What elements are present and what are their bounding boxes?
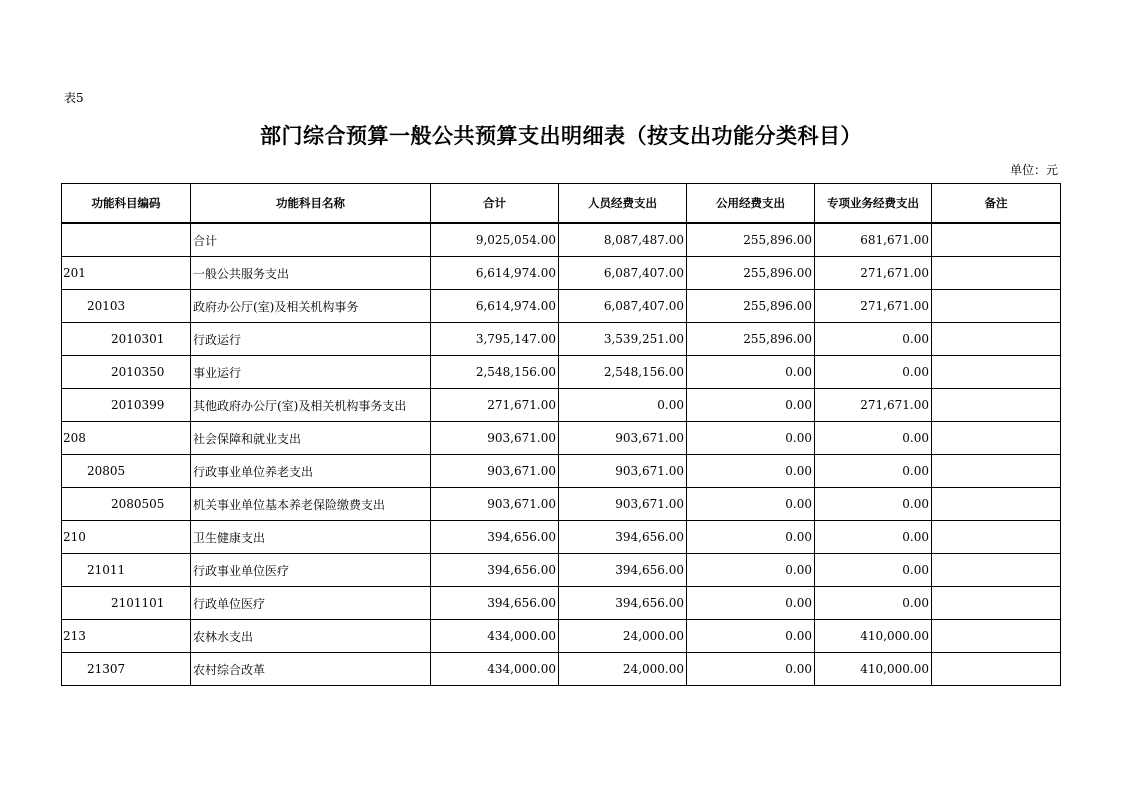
cell-special: 0.00 xyxy=(815,521,932,554)
cell-remark xyxy=(932,356,1061,389)
table-row xyxy=(62,290,1061,323)
cell-name: 事业运行 xyxy=(191,356,431,389)
cell-name: 社会保障和就业支出 xyxy=(191,422,431,455)
cell-total: 434,000.00 xyxy=(431,653,559,686)
cell-public: 255,896.00 xyxy=(687,323,815,356)
cell-special: 271,671.00 xyxy=(815,290,932,323)
table-body xyxy=(62,223,1061,686)
cell-name: 机关事业单位基本养老保险缴费支出 xyxy=(191,488,431,521)
cell-special: 0.00 xyxy=(815,587,932,620)
cell-name: 行政运行 xyxy=(191,323,431,356)
table-row xyxy=(62,356,1061,389)
cell-public: 0.00 xyxy=(687,554,815,587)
column-header-special: 专项业务经费支出 xyxy=(815,184,932,224)
cell-public: 255,896.00 xyxy=(687,290,815,323)
table-row xyxy=(62,521,1061,554)
cell-name: 卫生健康支出 xyxy=(191,521,431,554)
cell-total: 2,548,156.00 xyxy=(431,356,559,389)
cell-special: 0.00 xyxy=(815,323,932,356)
cell-public: 0.00 xyxy=(687,620,815,653)
cell-code: 2080505 xyxy=(62,488,191,521)
unit-label: 单位：元 xyxy=(1009,163,1058,177)
table-row xyxy=(62,587,1061,620)
cell-public: 0.00 xyxy=(687,455,815,488)
cell-name: 行政事业单位医疗 xyxy=(191,554,431,587)
cell-total: 3,795,147.00 xyxy=(431,323,559,356)
cell-personnel: 8,087,487.00 xyxy=(559,223,687,257)
cell-personnel: 903,671.00 xyxy=(559,455,687,488)
table-row xyxy=(62,389,1061,422)
cell-special: 410,000.00 xyxy=(815,620,932,653)
table-row xyxy=(62,653,1061,686)
cell-personnel: 394,656.00 xyxy=(559,587,687,620)
cell-remark xyxy=(932,653,1061,686)
cell-public: 0.00 xyxy=(687,422,815,455)
cell-code: 2101101 xyxy=(62,587,191,620)
cell-total: 394,656.00 xyxy=(431,521,559,554)
cell-public: 0.00 xyxy=(687,587,815,620)
cell-personnel: 903,671.00 xyxy=(559,422,687,455)
cell-code: 201 xyxy=(62,257,191,290)
cell-name: 一般公共服务支出 xyxy=(191,257,431,290)
column-header-personnel: 人员经费支出 xyxy=(559,184,687,224)
table-row xyxy=(62,422,1061,455)
cell-personnel: 3,539,251.00 xyxy=(559,323,687,356)
cell-code: 208 xyxy=(62,422,191,455)
cell-name: 合计 xyxy=(191,223,431,257)
cell-total: 271,671.00 xyxy=(431,389,559,422)
cell-personnel: 903,671.00 xyxy=(559,488,687,521)
cell-personnel: 24,000.00 xyxy=(559,620,687,653)
cell-code: 20805 xyxy=(62,455,191,488)
cell-remark xyxy=(932,521,1061,554)
cell-personnel: 2,548,156.00 xyxy=(559,356,687,389)
cell-total: 903,671.00 xyxy=(431,455,559,488)
cell-personnel: 6,087,407.00 xyxy=(559,290,687,323)
table-row xyxy=(62,488,1061,521)
cell-public: 0.00 xyxy=(687,389,815,422)
cell-remark xyxy=(932,554,1061,587)
cell-name: 政府办公厅(室)及相关机构事务 xyxy=(191,290,431,323)
cell-remark xyxy=(932,223,1061,257)
cell-name: 其他政府办公厅(室)及相关机构事务支出 xyxy=(191,389,431,422)
cell-remark xyxy=(932,455,1061,488)
table-row xyxy=(62,323,1061,356)
table-row xyxy=(62,223,1061,257)
cell-code: 210 xyxy=(62,521,191,554)
cell-public: 0.00 xyxy=(687,356,815,389)
cell-personnel: 24,000.00 xyxy=(559,653,687,686)
cell-code: 21011 xyxy=(62,554,191,587)
cell-code: 20103 xyxy=(62,290,191,323)
cell-total: 6,614,974.00 xyxy=(431,290,559,323)
cell-code xyxy=(62,223,191,257)
table-row xyxy=(62,257,1061,290)
column-header-name: 功能科目名称 xyxy=(191,184,431,224)
column-header-total: 合计 xyxy=(431,184,559,224)
cell-special: 681,671.00 xyxy=(815,223,932,257)
cell-remark xyxy=(932,587,1061,620)
cell-special: 271,671.00 xyxy=(815,389,932,422)
cell-code: 21307 xyxy=(62,653,191,686)
cell-public: 255,896.00 xyxy=(687,257,815,290)
cell-total: 903,671.00 xyxy=(431,422,559,455)
cell-special: 0.00 xyxy=(815,422,932,455)
cell-personnel: 394,656.00 xyxy=(559,554,687,587)
cell-public: 0.00 xyxy=(687,488,815,521)
cell-code: 2010301 xyxy=(62,323,191,356)
cell-personnel: 0.00 xyxy=(559,389,687,422)
cell-total: 394,656.00 xyxy=(431,554,559,587)
table-row xyxy=(62,620,1061,653)
cell-public: 0.00 xyxy=(687,653,815,686)
cell-name: 农村综合改革 xyxy=(191,653,431,686)
cell-personnel: 394,656.00 xyxy=(559,521,687,554)
budget-table xyxy=(61,183,1061,686)
cell-special: 271,671.00 xyxy=(815,257,932,290)
cell-public: 255,896.00 xyxy=(687,223,815,257)
cell-remark xyxy=(932,422,1061,455)
cell-public: 0.00 xyxy=(687,521,815,554)
cell-total: 434,000.00 xyxy=(431,620,559,653)
cell-remark xyxy=(932,620,1061,653)
cell-remark xyxy=(932,290,1061,323)
cell-total: 903,671.00 xyxy=(431,488,559,521)
cell-total: 394,656.00 xyxy=(431,587,559,620)
cell-code: 2010399 xyxy=(62,389,191,422)
table-number: 表5 xyxy=(64,91,84,105)
column-header-code: 功能科目编码 xyxy=(62,184,191,224)
cell-remark xyxy=(932,257,1061,290)
table-row xyxy=(62,554,1061,587)
cell-code: 213 xyxy=(62,620,191,653)
table-row xyxy=(62,455,1061,488)
cell-code: 2010350 xyxy=(62,356,191,389)
cell-total: 9,025,054.00 xyxy=(431,223,559,257)
column-header-remark: 备注 xyxy=(932,184,1061,224)
cell-special: 0.00 xyxy=(815,356,932,389)
column-header-public: 公用经费支出 xyxy=(687,184,815,224)
cell-special: 410,000.00 xyxy=(815,653,932,686)
cell-special: 0.00 xyxy=(815,488,932,521)
cell-personnel: 6,087,407.00 xyxy=(559,257,687,290)
page-title: 部门综合预算一般公共预算支出明细表（按支出功能分类科目） xyxy=(260,124,862,148)
cell-remark xyxy=(932,488,1061,521)
cell-name: 行政事业单位养老支出 xyxy=(191,455,431,488)
cell-remark xyxy=(932,323,1061,356)
cell-total: 6,614,974.00 xyxy=(431,257,559,290)
table-header-row xyxy=(62,184,1061,224)
cell-special: 0.00 xyxy=(815,554,932,587)
cell-special: 0.00 xyxy=(815,455,932,488)
cell-remark xyxy=(932,389,1061,422)
cell-name: 农林水支出 xyxy=(191,620,431,653)
cell-name: 行政单位医疗 xyxy=(191,587,431,620)
